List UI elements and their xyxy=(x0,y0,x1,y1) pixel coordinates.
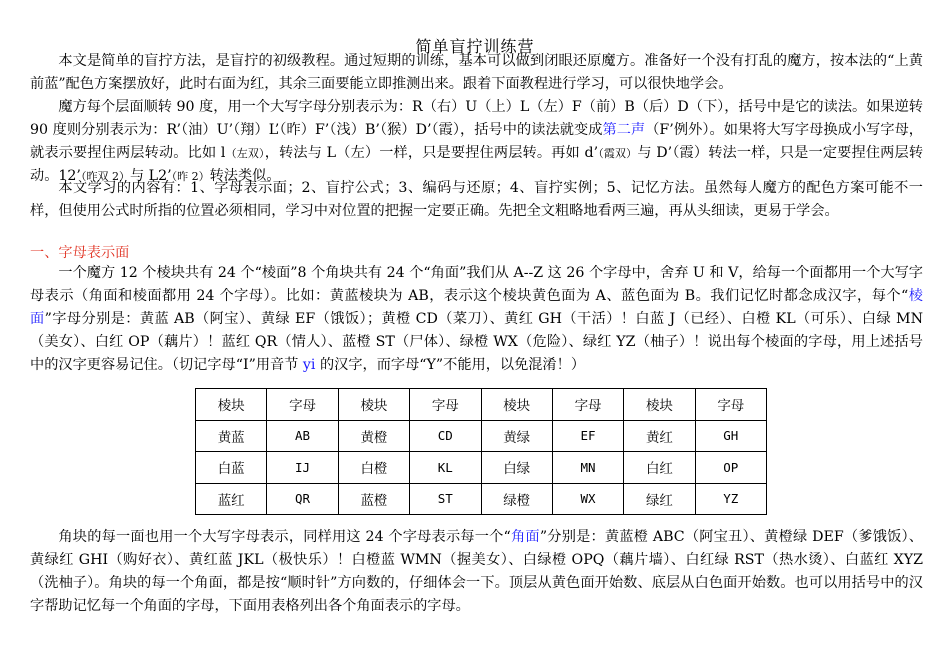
table-cell: EF xyxy=(552,420,623,452)
table-header-cell: 字母 xyxy=(695,389,766,421)
table-cell: KL xyxy=(410,452,481,484)
notation-text: 与 L2’ xyxy=(129,168,172,184)
table-cell: 蓝红 xyxy=(196,483,267,515)
table-cell: 绿红 xyxy=(624,483,695,515)
table-header-cell: 字母 xyxy=(552,389,623,421)
notation-paragraph xyxy=(30,96,923,188)
notation-text: 转法类似。 xyxy=(209,168,281,184)
table-header-cell: 字母 xyxy=(410,389,481,421)
table-cell: QR xyxy=(267,483,338,515)
table-cell: IJ xyxy=(267,452,338,484)
reading-note: （霞双） xyxy=(598,147,638,160)
table-row xyxy=(196,420,767,452)
edge-face-link[interactable]: 棱面 xyxy=(30,288,923,327)
table-header-cell: 棱块 xyxy=(624,389,695,421)
notation-text: （F’例外）。如果将大写字母换成小写字母，就表示要捏住两层转动。比如 l xyxy=(30,122,923,161)
contents-paragraph: 本文学习的内容有：1、字母表示面；2、盲拧公式；3、编码与还原；4、盲拧实例；5、记忆方法。虽然每人魔方的配色方案可能不一样，但使用公式时所指的位置必须相同，学习中对位置的把握一定要正确。先把全文粗略地看两三遍，再从头细读，更易于学会。 xyxy=(30,180,923,219)
table-cell: OP xyxy=(695,452,766,484)
reading-note: （昨 2） xyxy=(171,170,210,183)
edge-text: 一个魔方 12 个棱块共有 24 个“棱面”8 个角块共有 24 个“角面”我们从 A--Z 这 26 个字母中，舍弃 U 和 V，给每一个面都用一个大写字母表示（角面和棱面都用 24 个字母）。比如：黄蓝棱块为 AB，表示这个棱块黄色面为 A、蓝色面为 B。我们记忆时都念成汉字，每个“ xyxy=(30,265,923,304)
section-heading: 一、字母表示面 xyxy=(30,245,130,261)
table-row xyxy=(196,452,767,484)
table-header-cell: 字母 xyxy=(267,389,338,421)
edge-text: 的汉字，而字母“Y”不能用，以免混淆！） xyxy=(315,357,586,373)
yi-link[interactable]: yi xyxy=(302,357,316,373)
reading-note: （昨双 2） xyxy=(80,170,130,183)
intro-paragraph: 本文是简单的盲拧方法，是盲拧的初级教程。通过短期的训练，基本可以做到闭眼还原魔方。准备好一个没有打乱的魔方，按本法的“上黄前蓝”配色方案摆放好，此时右面为红，其余三面要能立即推测出来。跟着下面教程进行学习，可以很快地学会。 xyxy=(30,53,923,92)
table-cell: 白橙 xyxy=(338,452,409,484)
table-cell: AB xyxy=(267,420,338,452)
notation-text: ，转法与 L（左）一样，只是要捏住两层转。再如 d’ xyxy=(264,145,599,161)
table-cell: GH xyxy=(695,420,766,452)
edge-text: ”字母分别是：黄蓝 AB（阿宝）、黄绿 EF（饿饭）；黄橙 CD（菜刀）、黄红 GH（干活）！白蓝 J（已经）、白橙 KL（可乐）、白绿 MN（美女）、白红 OP（藕片）！蓝红 QR（情人）、蓝橙 ST（尸体）、绿橙 WX（危险）、绿红 YZ（柚子）！说出每个棱面的字母，用上述括号中的汉字更容易记住。（切记字母“I”用音节 xyxy=(30,311,923,373)
edge-letter-table xyxy=(195,388,767,515)
corner-letters-paragraph xyxy=(30,526,923,618)
table-cell: YZ xyxy=(695,483,766,515)
table-header-cell: 棱块 xyxy=(481,389,552,421)
table-cell: 黄绿 xyxy=(481,420,552,452)
table-cell: CD xyxy=(410,420,481,452)
corner-text: ”分别是：黄蓝橙 ABC（阿宝丑）、黄橙绿 DEF（爹饿饭）、黄绿红 GHI（购好衣）、黄红蓝 JKL（极快乐）！白橙蓝 WMN（握美女）、白绿橙 OPQ（藕片墙）、白红绿 RST（热水烫）、白蓝红 XYZ（洗柚子）。角块的每一个角面，都是按“顺时针”方向数的，仔细体会一下。顶层从黄色面开始数、底层从白色面开始数。也可以用括号中的汉字帮助记忆每一个角面的字母，下面用表格列出各个角面表示的字母。 xyxy=(30,529,923,614)
table-header-row xyxy=(196,389,767,421)
corner-face-link[interactable]: 角面 xyxy=(510,529,540,545)
table-cell: 白绿 xyxy=(481,452,552,484)
table-cell: 白红 xyxy=(624,452,695,484)
second-tone-link[interactable]: 第二声 xyxy=(602,122,646,138)
table-cell: 黄红 xyxy=(624,420,695,452)
table-cell: 白蓝 xyxy=(196,452,267,484)
table-cell: 黄橙 xyxy=(338,420,409,452)
page-title: 简单盲拧训练营 xyxy=(415,37,535,56)
notation-text: 魔方每个层面顺转 90 度，用一个大写字母分别表示为：R（右）U（上）L（左）F（前）B（后）D（下），括号中是它的读法。如果逆转 90 度则分别表示为：R’（油）U’（翔）L’（昨）F’（浅）B’（猴）D’（霞），括号中的读法就变成 xyxy=(30,99,923,138)
corner-text: 角块的每一面也用一个大写字母表示，同样用这 24 个字母表示每一个“ xyxy=(58,529,511,545)
table-cell: 绿橙 xyxy=(481,483,552,515)
edge-letters-paragraph xyxy=(30,262,923,377)
notation-text: 与 D’（霞）转法一样，只是一定要捏住两层转动。12’ xyxy=(30,145,924,184)
table-cell: WX xyxy=(552,483,623,515)
table-cell: ST xyxy=(410,483,481,515)
table-header-cell: 棱块 xyxy=(196,389,267,421)
table-cell: 黄蓝 xyxy=(196,420,267,452)
table-cell: MN xyxy=(552,452,623,484)
table-header-cell: 棱块 xyxy=(338,389,409,421)
table-row xyxy=(196,483,767,515)
reading-note: （左双） xyxy=(225,147,265,160)
table-cell: 蓝橙 xyxy=(338,483,409,515)
